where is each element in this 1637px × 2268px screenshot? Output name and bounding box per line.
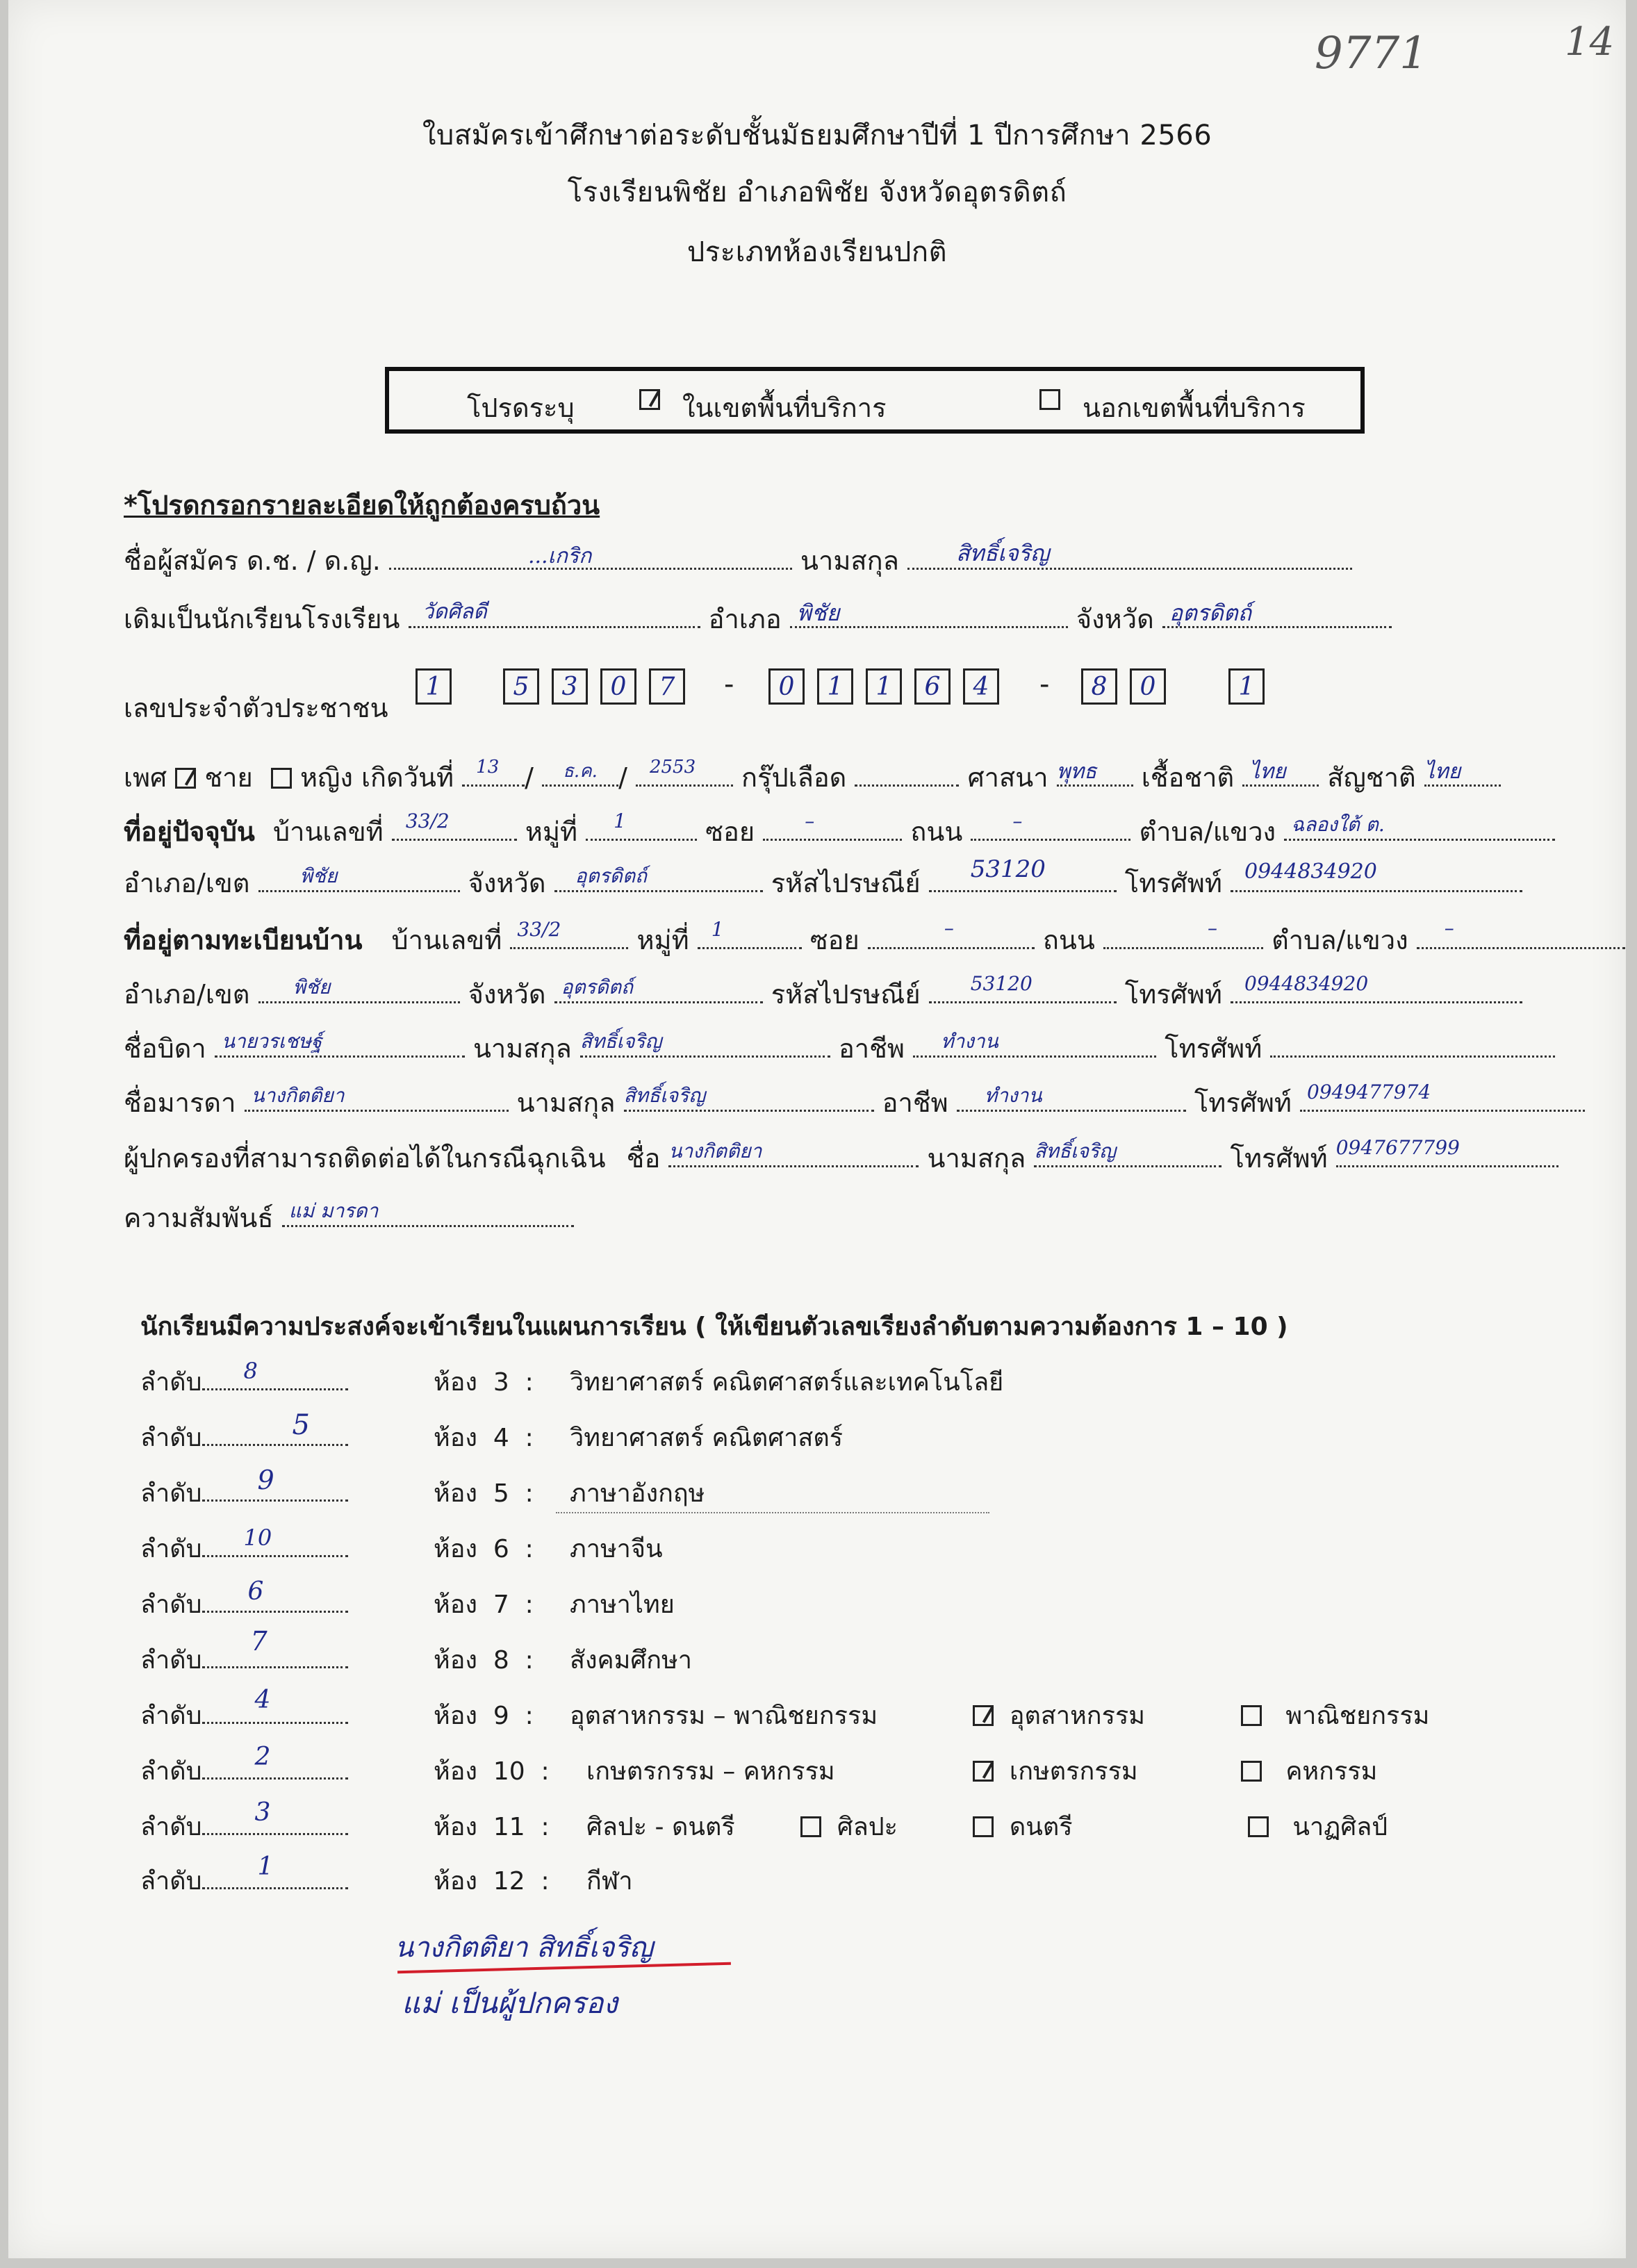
father-surname-label: นามสกุล	[472, 1033, 572, 1064]
id-digit-box[interactable]: 0	[1130, 668, 1166, 705]
religion-value: พุทธ	[1056, 759, 1097, 784]
guardian-surname-value: สิทธิ์เจริญ	[1034, 1140, 1116, 1162]
registered-phone-field[interactable]	[1231, 972, 1522, 1003]
female-label: หญิง	[299, 762, 353, 793]
applicant-name-row	[124, 539, 1352, 582]
registered-road-label: ถนน	[1042, 925, 1095, 955]
registered-subdistrict-value: –	[1444, 917, 1454, 939]
order-label: ลำดับ	[140, 1867, 202, 1896]
current-district-label: อำเภอ/เขต	[124, 868, 250, 898]
current-address-heading: ที่อยู่ปัจจุบัน	[124, 816, 255, 847]
guardian-label: ผู้ปกครองที่สามารถติดต่อได้ในกรณีฉุกเฉิน	[124, 1143, 606, 1174]
mother-surname-value: สิทธิ์เจริญ	[623, 1084, 706, 1107]
order-value: 2	[254, 1743, 271, 1771]
applicant-name-label: ชื่อผู้สมัคร ด.ช. / ด.ญ.	[124, 545, 381, 576]
program-row	[140, 1686, 348, 1735]
current-postcode-field[interactable]	[929, 855, 1117, 892]
current-subdistrict-label: ตำบล/แขวง	[1139, 816, 1276, 847]
room-label-9: ห้อง 9 :	[434, 1702, 534, 1730]
order-value: 8	[243, 1358, 258, 1384]
room-label: ห้อง	[434, 1813, 477, 1841]
order-label: ลำดับ	[140, 1535, 202, 1563]
current-house-label: บ้านเลขที่	[272, 816, 384, 847]
mother-surname-label: นามสกุล	[516, 1087, 616, 1118]
registered-soi-value: –	[944, 917, 954, 939]
application-form-page	[8, 0, 1626, 2258]
former-province-value: อุตรดิตถ์	[1169, 600, 1251, 626]
nationality-value: ไทย	[1424, 759, 1461, 784]
order-label: ลำดับ	[140, 1479, 202, 1508]
guardian-relation-value: แม่ มารดา	[288, 1199, 379, 1222]
order-field[interactable]	[202, 1686, 348, 1724]
id-separator: -	[1039, 668, 1050, 700]
current-road-field[interactable]	[971, 810, 1130, 841]
father-name-field[interactable]	[215, 1030, 465, 1058]
room-label: ห้อง	[434, 1424, 477, 1452]
registered-province-label: จังหวัด	[468, 979, 546, 1010]
room-label-11: ห้อง 11 :	[434, 1813, 550, 1841]
birth-year-field[interactable]	[636, 759, 733, 787]
room-name: กีฬา	[586, 1867, 633, 1896]
id-digit-box[interactable]: 0	[600, 668, 636, 705]
order-label: ลำดับ	[140, 1813, 202, 1841]
music-label: ดนตรี	[1009, 1813, 1073, 1841]
registered-subdistrict-field[interactable]	[1417, 917, 1625, 949]
order-label: ลำดับ	[140, 1702, 202, 1730]
mother-name-label: ชื่อมารดา	[124, 1087, 236, 1118]
nationality-field[interactable]	[1424, 759, 1501, 787]
order-value: 9	[257, 1465, 274, 1495]
room-label-7: ห้อง 7 :	[434, 1591, 534, 1619]
room10-option-b	[1241, 1751, 1377, 1791]
current-subdistrict-field[interactable]	[1284, 814, 1555, 841]
guardian-name-label: ชื่อ	[626, 1143, 661, 1174]
mother-name-value: นางกิตติยา	[251, 1084, 345, 1107]
id-digit-box[interactable]: 6	[914, 668, 951, 705]
id-digit-box[interactable]: 1	[416, 668, 452, 705]
personal-info-row: เพศ ชาย หญิง เกิดวันที่ 13 / ธ.ค. / 2553 กรุ๊ปเลือด ศาสนา พุทธ เชื้อชาติ ไทย สัญชาติ ไทย	[124, 756, 1501, 798]
current-phone-label: โทรศัพท์	[1124, 868, 1222, 898]
order-value: 1	[257, 1852, 274, 1881]
current-moo-label: หมู่ที่	[525, 816, 578, 847]
area-select-label: โปรดระบุ	[467, 393, 575, 423]
registered-soi-label: ซอย	[809, 925, 859, 955]
agriculture-checkbox[interactable]	[973, 1761, 994, 1782]
program-row	[140, 1798, 348, 1846]
signature-note: แม่ เป็นผู้ปกครอง	[402, 1986, 618, 2020]
guardian-relation-label: ความสัมพันธ์	[124, 1203, 274, 1233]
current-soi-field[interactable]	[763, 810, 902, 841]
registered-postcode-field[interactable]	[929, 972, 1117, 1003]
registered-address-row-2	[124, 973, 1522, 1015]
commerce-checkbox[interactable]	[1241, 1705, 1262, 1726]
father-job-field[interactable]	[913, 1030, 1156, 1058]
id-digit-box[interactable]: 3	[552, 668, 588, 705]
id-digit-box[interactable]: 1	[817, 668, 853, 705]
order-field[interactable]	[202, 1465, 348, 1502]
room-number: 4	[493, 1424, 509, 1452]
applicant-name-value: ...เกริก	[527, 544, 592, 568]
room-label: ห้อง	[434, 1757, 477, 1786]
father-phone-field[interactable]	[1270, 1030, 1555, 1058]
current-province-label: จังหวัด	[468, 868, 546, 898]
applicant-name-field[interactable]	[389, 543, 792, 570]
art-checkbox[interactable]	[800, 1816, 821, 1837]
former-district-field[interactable]	[790, 601, 1068, 628]
current-moo-field[interactable]	[586, 810, 697, 841]
current-moo-value: 1	[614, 810, 626, 832]
id-digit-box[interactable]: 8	[1081, 668, 1117, 705]
agriculture-label: เกษตรกรรม	[1009, 1757, 1138, 1786]
current-district-field[interactable]	[258, 865, 460, 892]
father-surname-value: สิทธิ์เจริญ	[579, 1030, 662, 1053]
room-number: 7	[493, 1591, 509, 1619]
current-phone-field[interactable]	[1231, 860, 1522, 892]
room-label: ห้อง	[434, 1591, 477, 1619]
guardian-phone-label: โทรศัพท์	[1230, 1143, 1328, 1174]
home-economics-checkbox[interactable]	[1241, 1761, 1262, 1782]
registered-moo-field[interactable]	[698, 918, 802, 949]
mother-surname-field[interactable]	[624, 1085, 874, 1112]
id-digit-box[interactable]: 4	[963, 668, 999, 705]
registered-soi-field[interactable]	[868, 917, 1035, 949]
divider	[556, 1512, 989, 1513]
blood-label: กรุ๊ปเลือด	[741, 762, 847, 793]
program-row	[140, 1852, 348, 1900]
father-surname-field[interactable]	[580, 1030, 830, 1058]
industry-label: อุตสาหกรรม	[1009, 1702, 1146, 1730]
form-number-left: 9771	[1315, 28, 1428, 79]
room-label: ห้อง	[434, 1702, 477, 1730]
race-value: ไทย	[1249, 759, 1286, 784]
id-digit-box[interactable]: 5	[503, 668, 539, 705]
blood-field[interactable]	[855, 759, 959, 787]
order-label: ลำดับ	[140, 1757, 202, 1786]
room11-option-b	[973, 1807, 1073, 1846]
room10-option-a	[973, 1751, 1138, 1791]
mother-row	[124, 1081, 1585, 1124]
guardian-row	[124, 1137, 1558, 1179]
registered-house-value: 33/2	[517, 918, 561, 941]
room-name: ภาษาจีน	[570, 1535, 663, 1563]
registered-road-field[interactable]	[1103, 917, 1263, 949]
room-name: ภาษาอังกฤษ	[570, 1479, 705, 1508]
room-name: ภาษาไทย	[570, 1591, 675, 1619]
mother-phone-label: โทรศัพท์	[1194, 1087, 1292, 1118]
current-address-row-2	[124, 855, 1522, 904]
registered-postcode-value: 53120	[970, 972, 1033, 995]
birth-label: เกิดวันที่	[361, 762, 454, 793]
area-select-frame	[385, 367, 1365, 434]
guardian-relation-row	[124, 1197, 574, 1239]
order-label: ลำดับ	[140, 1646, 202, 1675]
program-row	[140, 1743, 348, 1791]
header-line-2: โรงเรียนพิชัย อำเภอพิชัย จังหวัดอุตรดิตถ์	[567, 176, 1067, 208]
registered-district-field[interactable]	[258, 976, 460, 1003]
father-name-label: ชื่อบิดา	[124, 1033, 206, 1064]
current-road-label: ถนน	[910, 816, 963, 847]
current-road-value: –	[1012, 810, 1023, 832]
order-field[interactable]	[202, 1358, 348, 1390]
id-digit-box[interactable]: 7	[649, 668, 685, 705]
order-field[interactable]	[202, 1577, 348, 1613]
room-name: วิทยาศาสตร์ คณิตศาสตร์และเทคโนโลยี	[570, 1368, 1004, 1397]
guardian-relation-field[interactable]	[282, 1200, 574, 1227]
male-label: ชาย	[204, 762, 253, 793]
room-label: ห้อง	[434, 1535, 477, 1563]
order-label: ลำดับ	[140, 1424, 202, 1452]
order-field[interactable]	[202, 1525, 348, 1557]
current-postcode-label: รหัสไปรษณีย์	[771, 868, 921, 898]
area-in-checkbox[interactable]	[639, 389, 660, 410]
applicant-surname-value: สิทธิ์เจริญ	[955, 540, 1050, 566]
home-economics-label: คหกรรม	[1285, 1757, 1378, 1786]
order-field[interactable]	[202, 1626, 348, 1668]
order-value: 4	[254, 1686, 271, 1714]
mother-phone-field[interactable]	[1300, 1080, 1585, 1112]
citizen-id-label: เลขประจำตัวประชาชน	[124, 693, 388, 723]
guardian-surname-field[interactable]	[1034, 1140, 1221, 1167]
room-label: ห้อง	[434, 1368, 477, 1397]
birth-day-value: 13	[476, 757, 500, 778]
room-label-5: ห้อง 5 :	[434, 1479, 534, 1508]
birth-month-field[interactable]	[542, 759, 618, 787]
area-out-label: นอกเขตพื้นที่บริการ	[1083, 393, 1306, 423]
registered-road-value: –	[1207, 917, 1217, 939]
order-value: 10	[243, 1525, 272, 1551]
birth-year-value: 2553	[649, 757, 696, 778]
area-out-checkbox[interactable]	[1039, 389, 1060, 410]
race-label: เชื้อชาติ	[1141, 762, 1235, 793]
current-subdistrict-value: ฉลองใต้ ต.	[1291, 813, 1385, 836]
former-school-row	[124, 598, 1392, 640]
room9-option-a	[973, 1695, 1145, 1735]
room-number: 3	[493, 1368, 509, 1397]
mother-job-value: ทำงาน	[984, 1084, 1042, 1107]
mother-job-field[interactable]	[957, 1085, 1186, 1112]
room-name: ศิลปะ - ดนตรี	[586, 1813, 735, 1841]
header-line-1: ใบสมัครเข้าศึกษาต่อระดับชั้นมัธยมศึกษาปีที่ 1 ปีการศึกษา 2566	[422, 120, 1212, 151]
father-name-value: นายวรเชษฐ์	[221, 1030, 322, 1053]
guardian-phone-field[interactable]	[1335, 1136, 1558, 1167]
former-school-field[interactable]	[409, 601, 700, 628]
room11-option-c	[1248, 1807, 1388, 1846]
male-checkbox[interactable]	[175, 768, 196, 789]
room11-option-a	[800, 1807, 898, 1846]
father-job-value: ทำงาน	[941, 1030, 998, 1053]
order-value: 5	[292, 1409, 310, 1441]
industry-checkbox[interactable]	[973, 1705, 994, 1726]
room-number: 6	[493, 1535, 509, 1563]
registered-house-label: บ้านเลขที่	[391, 925, 502, 955]
order-value: 7	[250, 1626, 268, 1657]
room-label-10: ห้อง 10 :	[434, 1757, 550, 1786]
program-row	[140, 1465, 348, 1513]
room-label-3: ห้อง 3 :	[434, 1368, 534, 1397]
order-label: ลำดับ	[140, 1591, 202, 1619]
order-field[interactable]	[202, 1852, 348, 1889]
former-district-value: พิชัย	[796, 600, 840, 626]
current-soi-value: –	[805, 810, 815, 832]
birth-month-value: ธ.ค.	[563, 761, 598, 782]
room-label-8: ห้อง 8 :	[434, 1646, 534, 1675]
former-school-label: เดิมเป็นนักเรียนโรงเรียน	[124, 604, 400, 634]
order-field[interactable]	[202, 1743, 348, 1780]
birth-day-field[interactable]	[462, 759, 525, 787]
order-field[interactable]	[202, 1409, 348, 1446]
room-number: 12	[493, 1867, 525, 1896]
guardian-name-value: นางกิตติยา	[668, 1140, 762, 1162]
guardian-name-field[interactable]	[668, 1140, 919, 1167]
mother-phone-value: 0949477974	[1307, 1080, 1431, 1103]
dance-checkbox[interactable]	[1248, 1816, 1269, 1837]
father-row	[124, 1027, 1555, 1069]
order-value: 3	[254, 1798, 271, 1827]
room-label: ห้อง	[434, 1479, 477, 1508]
mother-name-field[interactable]	[245, 1085, 509, 1112]
dance-label: นาฏศิลป์	[1292, 1813, 1388, 1841]
room-name: วิทยาศาสตร์ คณิตศาสตร์	[570, 1424, 844, 1452]
applicant-surname-field[interactable]	[907, 540, 1352, 570]
room-name: อุตสาหกรรม – พาณิชยกรรม	[570, 1702, 878, 1730]
id-digit-box[interactable]: 1	[866, 668, 902, 705]
program-heading: นักเรียนมีความประสงค์จะเข้าเรียนในแผนการเรียน ( ให้เขียนตัวเลขเรียงลำดับตามความต้องการ 1 – 10 )	[140, 1313, 1288, 1341]
registered-house-field[interactable]	[510, 918, 628, 949]
registered-address-heading: ที่อยู่ตามทะเบียนบ้าน	[124, 925, 363, 955]
room-label-4: ห้อง 4 :	[434, 1424, 534, 1452]
program-row	[140, 1358, 348, 1402]
id-separator: -	[724, 668, 734, 700]
current-address-row-1	[124, 810, 1555, 853]
former-province-field[interactable]	[1162, 601, 1392, 628]
registered-postcode-label: รหัสไปรษณีย์	[771, 979, 921, 1010]
current-house-value: 33/2	[405, 810, 450, 832]
room-number: 8	[493, 1646, 509, 1675]
former-district-label: อำเภอ	[708, 604, 782, 634]
current-phone-value: 0944834920	[1244, 860, 1377, 884]
art-label: ศิลปะ	[837, 1813, 898, 1841]
header-line-3: ประเภทห้องเรียนปกติ	[686, 236, 948, 268]
registered-province-field[interactable]	[554, 976, 763, 1003]
guardian-surname-label: นามสกุล	[927, 1143, 1026, 1174]
gender-label: เพศ	[124, 762, 167, 793]
room-number: 10	[493, 1757, 525, 1786]
current-house-field[interactable]	[392, 810, 517, 841]
area-in-label: ในเขตพื้นที่บริการ	[682, 393, 887, 423]
order-label: ลำดับ	[140, 1368, 202, 1397]
form-number-right: 14	[1565, 19, 1615, 65]
room-number: 5	[493, 1479, 509, 1508]
religion-field[interactable]	[1057, 759, 1133, 787]
commerce-label: พาณิชยกรรม	[1285, 1702, 1430, 1730]
program-row	[140, 1525, 348, 1568]
room-label: ห้อง	[434, 1646, 477, 1675]
female-checkbox[interactable]	[271, 768, 292, 789]
program-row	[140, 1577, 348, 1624]
current-province-value: อุตรดิตถ์	[575, 864, 647, 887]
father-job-label: อาชีพ	[838, 1033, 905, 1064]
registered-moo-label: หมู่ที่	[636, 925, 689, 955]
nationality-label: สัญชาติ	[1327, 762, 1416, 793]
id-digit-box[interactable]: 0	[768, 668, 805, 705]
room9-option-b	[1241, 1695, 1429, 1735]
mother-job-label: อาชีพ	[882, 1087, 948, 1118]
current-district-value: พิชัย	[299, 864, 338, 887]
former-province-label: จังหวัด	[1076, 604, 1154, 634]
order-field[interactable]	[202, 1798, 348, 1835]
registered-phone-label: โทรศัพท์	[1124, 979, 1222, 1010]
signature-name: นางกิตติยา สิทธิ์เจริญ	[395, 1932, 653, 1964]
current-province-field[interactable]	[554, 865, 763, 892]
registered-district-label: อำเภอ/เขต	[124, 979, 250, 1010]
registered-province-value: อุตรดิตถ์	[561, 976, 633, 999]
program-row	[140, 1409, 348, 1457]
applicant-surname-label: นามสกุล	[800, 545, 899, 576]
registered-district-value: พิชัย	[293, 976, 331, 999]
father-phone-label: โทรศัพท์	[1165, 1033, 1262, 1064]
registered-moo-value: 1	[711, 918, 724, 941]
room-name: เกษตรกรรม – คหกรรม	[586, 1757, 835, 1786]
religion-label: ศาสนา	[967, 762, 1048, 793]
current-postcode-value: 53120	[970, 855, 1046, 883]
room-number: 9	[493, 1702, 509, 1730]
music-checkbox[interactable]	[973, 1816, 994, 1837]
race-field[interactable]	[1242, 759, 1319, 787]
guardian-phone-value: 0947677799	[1335, 1136, 1460, 1159]
instruction-text: *โปรดกรอกรายละเอียดให้ถูกต้องครบถ้วน	[124, 490, 600, 520]
current-soi-label: ซอย	[705, 816, 755, 847]
room-label: ห้อง	[434, 1867, 477, 1896]
former-school-value: วัดศิลดี	[422, 600, 487, 624]
room-name: สังคมศึกษา	[570, 1646, 692, 1675]
room-label-12: ห้อง 12 :	[434, 1867, 550, 1896]
id-digit-box[interactable]: 1	[1228, 668, 1265, 705]
registered-address-row-1	[124, 919, 1625, 961]
registered-phone-value: 0944834920	[1244, 972, 1369, 995]
room-number: 11	[493, 1813, 525, 1841]
registered-subdistrict-label: ตำบล/แขวง	[1272, 925, 1408, 955]
program-row	[140, 1626, 348, 1679]
order-value: 6	[247, 1577, 264, 1606]
room-label-6: ห้อง 6 :	[434, 1535, 534, 1563]
